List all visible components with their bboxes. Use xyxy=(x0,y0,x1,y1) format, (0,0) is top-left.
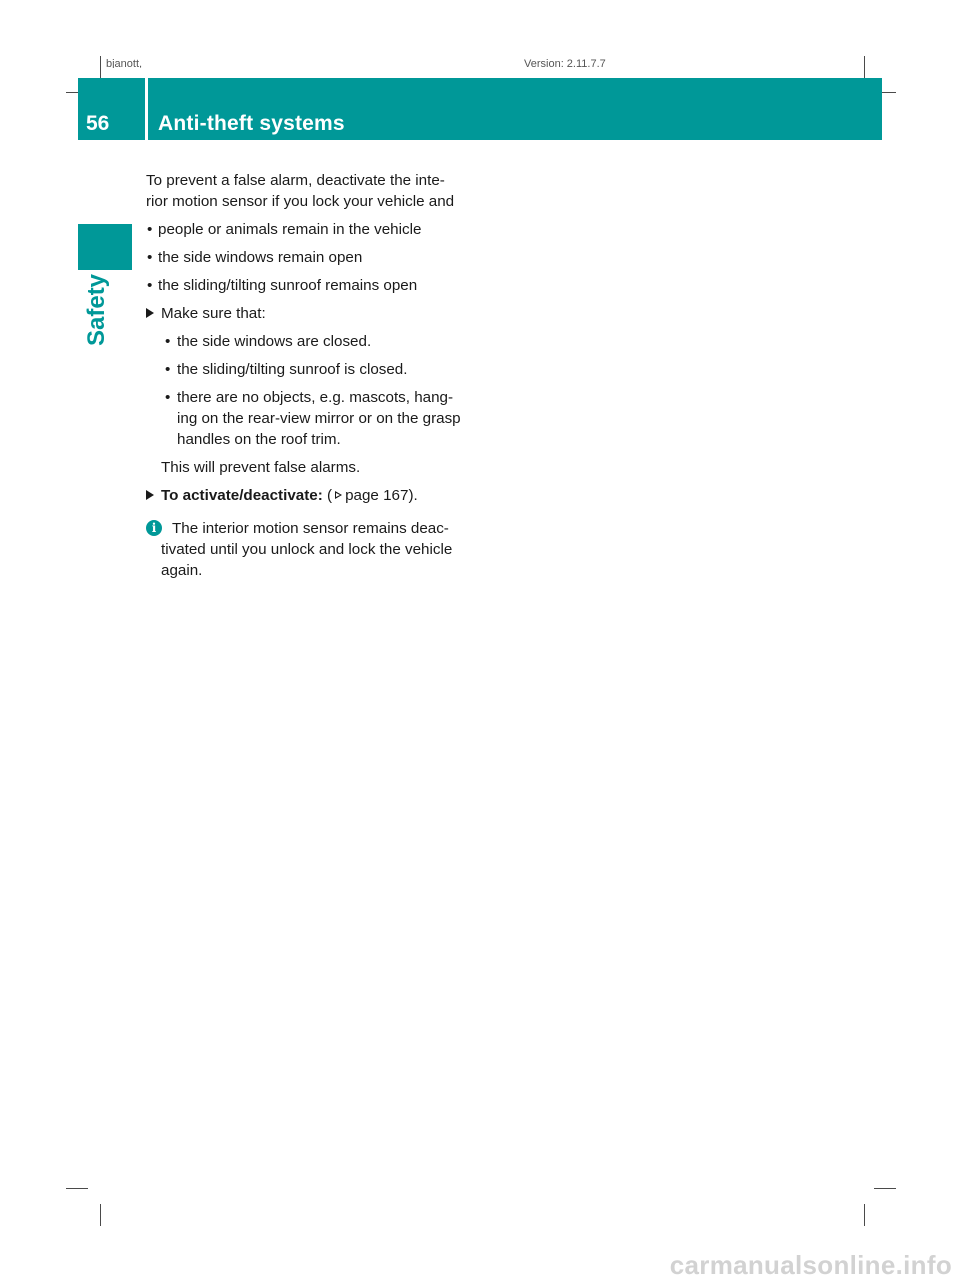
instruction-step-check xyxy=(146,303,464,478)
meta-left: bjanott, xyxy=(106,58,143,68)
crop-mark xyxy=(66,1188,88,1189)
header-divider xyxy=(145,78,148,140)
crop-mark xyxy=(864,56,865,78)
step-arrow-icon xyxy=(146,308,154,318)
crop-mark xyxy=(100,56,101,78)
step-bold-label: To activate/deactivate: xyxy=(161,487,323,504)
condition-list xyxy=(146,219,464,296)
list-item: • the side windows are closed. xyxy=(161,331,464,352)
crop-mark xyxy=(874,1188,896,1189)
meta-right: Version: 2.11.7.7 xyxy=(524,58,606,68)
side-tab-label: Safety xyxy=(83,273,110,346)
main-content xyxy=(146,170,464,581)
crop-mark xyxy=(100,1204,101,1226)
list-item: • there are no objects, e.g. mascots, hang-ing on the rear-view mirror or on the grasp handles on the roof trim. xyxy=(161,387,464,450)
list-item: • the sliding/tilting sunroof is closed. xyxy=(161,359,464,380)
page-reference-icon xyxy=(335,491,342,499)
list-item: • the side windows remain open xyxy=(146,247,464,268)
note-text: The interior motion sensor remains deac-tivated until you unlock and lock the vehicle again. xyxy=(161,520,453,579)
section-title: Anti-theft systems xyxy=(158,112,345,135)
list-item: • the sliding/tilting sunroof remains open xyxy=(146,275,464,296)
side-tab-marker xyxy=(78,224,132,270)
check-list xyxy=(161,331,464,450)
instruction-step-activate xyxy=(146,485,464,506)
page-reference-link[interactable]: page 167). xyxy=(345,487,418,504)
page-number: 56 xyxy=(86,112,110,135)
step-text: Make sure that: xyxy=(161,305,266,322)
step-result: This will prevent false alarms. xyxy=(161,459,361,476)
info-note xyxy=(146,518,464,581)
open-paren: ( xyxy=(327,487,333,504)
intro-paragraph: To prevent a false alarm, deactivate the inte-rior motion sensor if you lock your vehicle and xyxy=(146,172,455,210)
crop-mark xyxy=(864,1204,865,1226)
list-item: • people or animals remain in the vehicle xyxy=(146,219,464,240)
info-icon: i xyxy=(146,520,162,536)
step-arrow-icon xyxy=(146,490,154,500)
watermark: carmanualsonline.info xyxy=(669,1250,952,1280)
